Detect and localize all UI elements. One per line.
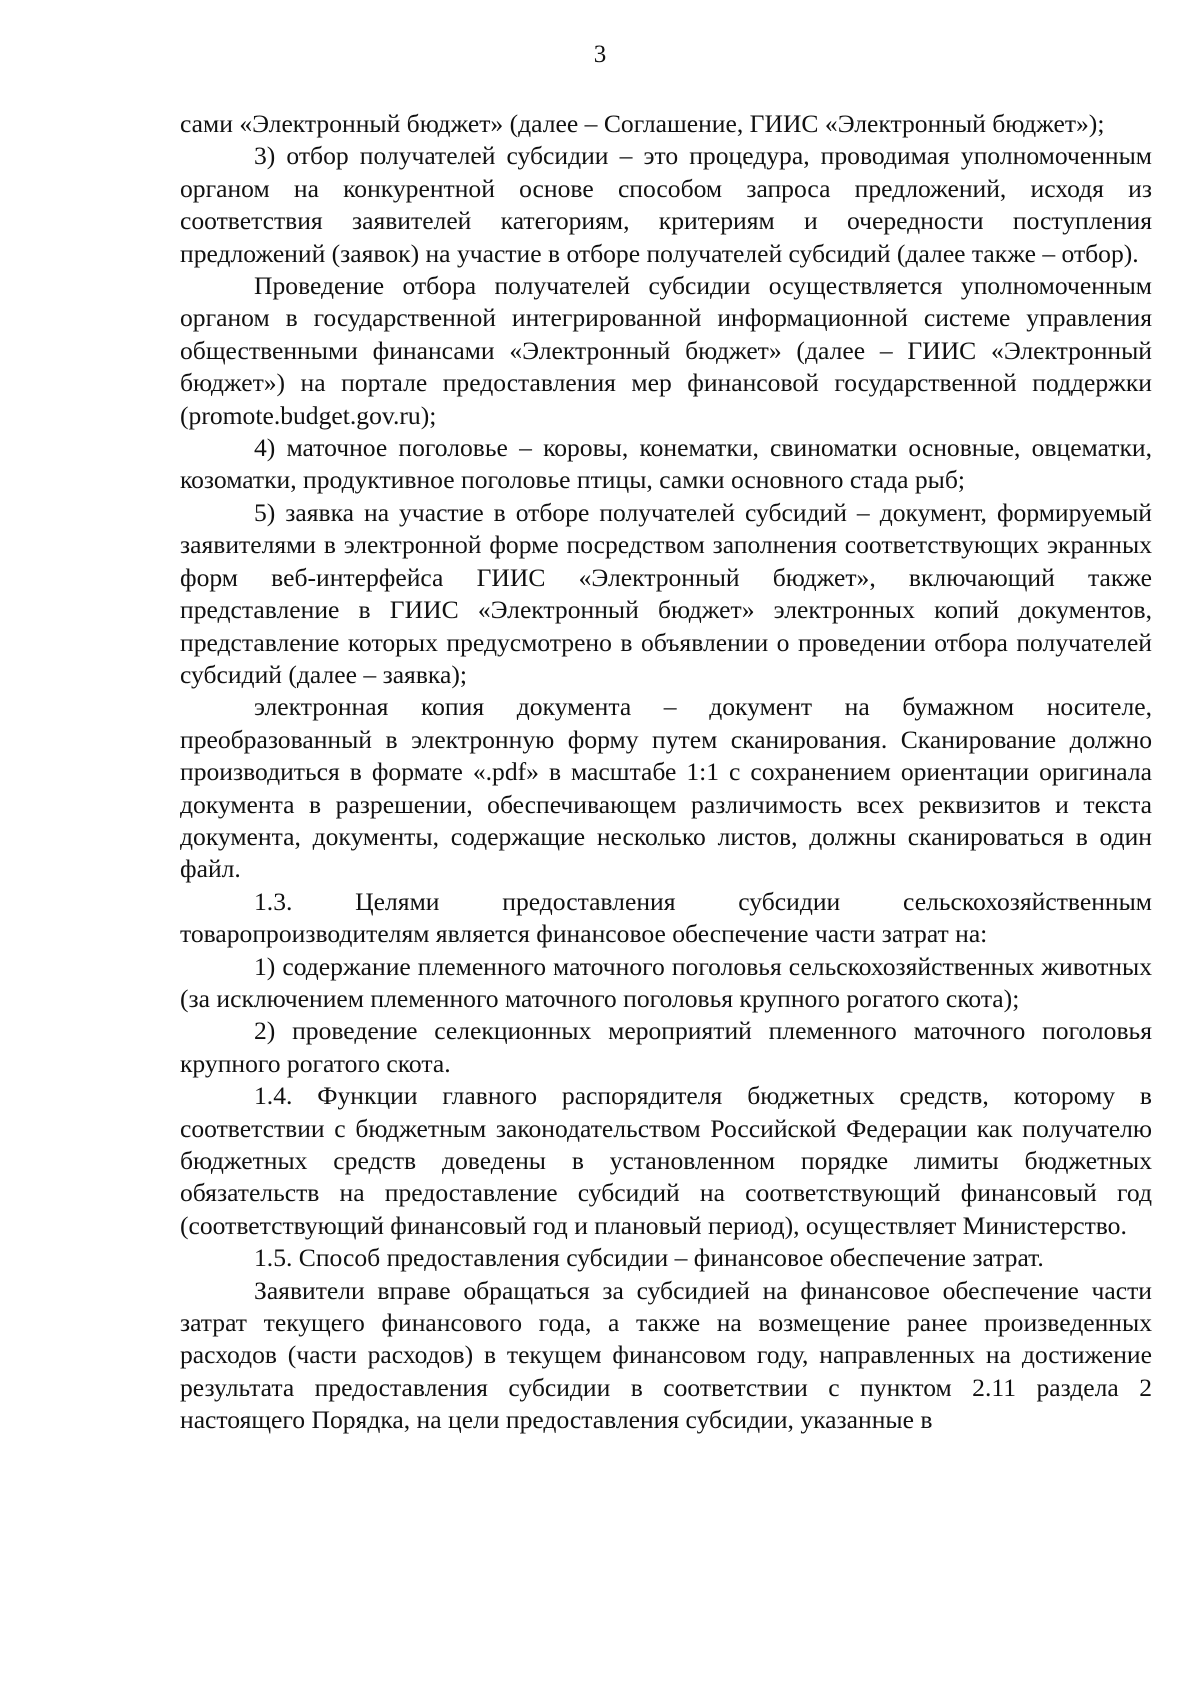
paragraph: 2) проведение селекционных мероприятий племенного маточного поголовья крупного рогатого скота. [180, 1016, 1152, 1078]
paragraph: сами «Электронный бюджет» (далее – Соглашение, ГИИС «Электронный бюджет»); [180, 109, 1105, 138]
paragraph: 5) заявка на участие в отборе получателей субсидий – документ, формируемый заявителями в электронной форме посредством заполнения соответствующих экранных форм веб-интерфейса ГИИС «Электронный бюджет», включающий также представление в ГИИС «Электронный бюджет» электронных копий документов, представление которых предусмотрено в объявлении о проведении отбора получателей субсидий (далее – заявка); [180, 497, 1152, 689]
document-body [180, 108, 1152, 1437]
paragraph: электронная копия документа – документ на бумажном носителе, преобразованный в электронную форму путем сканирования. Сканирование должно производиться в формате «.pdf» в масштабе 1:1 с сохранением ориентации оригинала документа в разрешении, обеспечивающем различимость всех реквизитов и текста документа, документы, содержащие несколько листов, должны сканироваться в один файл. [180, 692, 1152, 884]
paragraph: Заявители вправе обращаться за субсидией на финансовое обеспечение части затрат текущего финансового года, а также на возмещение ранее произведенных расходов (части расходов) в текущем финансовом году, направленных на достижение результата предоставления субсидии в соответствии с пунктом 2.11 раздела 2 настоящего Порядка, на цели предоставления субсидии, указанные в [180, 1275, 1152, 1435]
paragraph: 1.5. Способ предоставления субсидии – финансовое обеспечение затрат. [254, 1243, 1044, 1273]
paragraph: 3) отбор получателей субсидии – это процедура, проводимая уполномоченным органом на конкурентной основе способом запроса предложений, исходя из соответствия заявителей категориям, критериям и очередности поступления предложений (заявок) на участие в отборе получателей субсидий (далее также – отбор). [180, 141, 1152, 268]
paragraph: 4) маточное поголовье – коровы, конематки, свиноматки основные, овцематки, козоматки, продуктивное поголовье птицы, самки основного стада рыб; [180, 433, 1152, 495]
page-number: 3 [593, 41, 607, 68]
paragraph: 1.3. Целями предоставления субсидии сельскохозяйственным товаропроизводителям является финансовое обеспечение части затрат на: [180, 886, 1152, 949]
paragraph: 1.4. Функции главного распорядителя бюджетных средств, которому в соответствии с бюджетным законодательством Российской Федерации как получателю бюджетных средств доведены в установленном порядке лимиты бюджетных обязательств на предоставление субсидий на соответствующий финансовый год (соответствующий финансовый год и плановый период), осуществляет Министерство. [180, 1081, 1152, 1240]
paragraph: Проведение отбора получателей субсидии осуществляется уполномоченным органом в государственной интегрированной информационной системе управления общественными финансами «Электронный бюджет» (далее – ГИИС «Электронный бюджет») на портале предоставления мер финансовой государственной поддержки (promote.budget.gov.ru); [180, 271, 1152, 430]
paragraph: 1) содержание племенного маточного поголовья сельскохозяйственных животных (за исключением племенного маточного поголовья крупного рогатого скота); [180, 951, 1152, 1013]
